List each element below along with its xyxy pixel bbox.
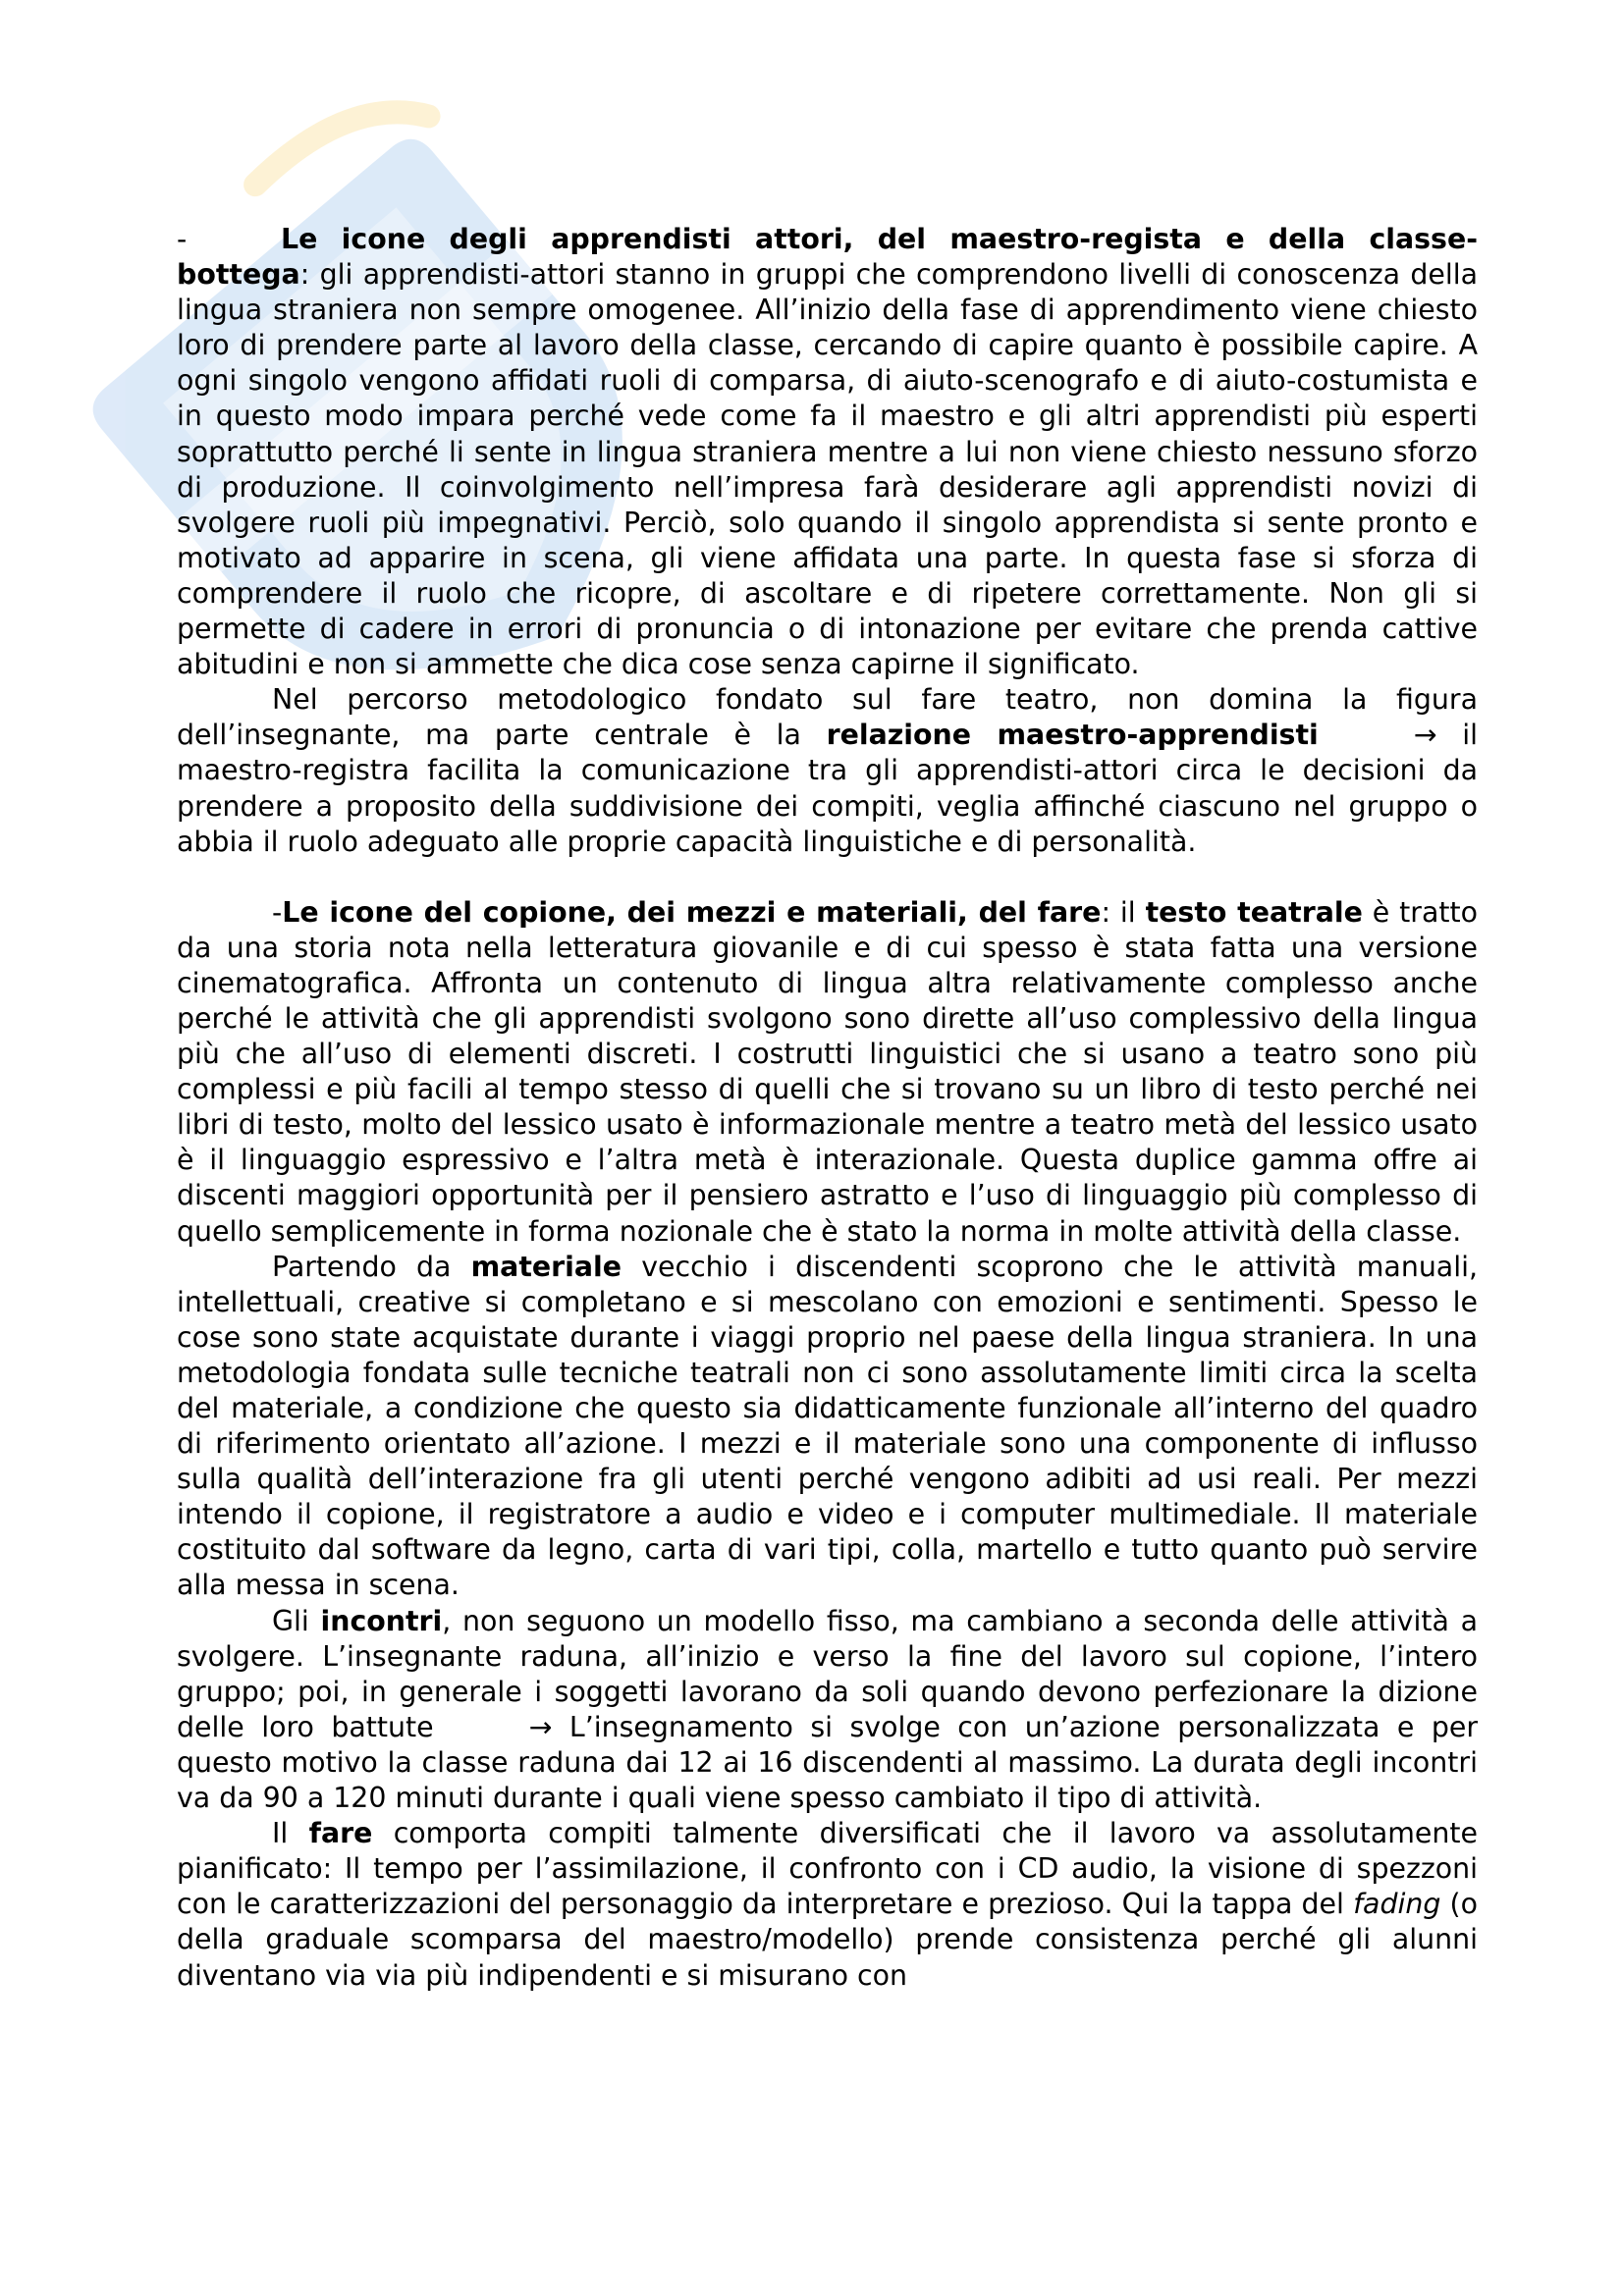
arrow-icon: →: [1413, 719, 1437, 752]
bold-materiale: materiale: [470, 1250, 622, 1283]
paragraph-copione-text: è tratto da una storia nota nella letteratura giovanile e di cui spesso è stata fatta una versione cinematografica. Affronta un contenuto di lingua altra relativamente complesso anche perché le attività che gli apprendisti svolgono sono dirette all’uso complessivo della lingua più che all’uso di elementi discreti. I costrutti linguistici che si usano a teatro sono più complessi e più facili al tempo stesso di quelli che si trovano su un libro di testo perché nei libri di testo, molto del lessico usato è informazionale mentre a teatro metà del lessico usato è il linguaggio espressivo e l’altra metà è interazionale. Questa duplice gamma offre ai discenti maggiori opportunità per il pensiero astratto e l’uso di linguaggio più complesso di quello semplicemente in forma nozionale che è stato la norma in molte attività della classe.: [177, 895, 1478, 1248]
list-dash: -: [272, 895, 283, 929]
paragraph-apprendisti-text: : gli apprendisti-attori stanno in gruppi che comprendono livelli di conoscenza della lingua straniera non sempre omogenee. All’inizio della fase di apprendimento viene chiesto loro di prendere parte al lavoro della classe, cercando di capire quanto è possibile capire. A ogni singolo vengono affidati ruoli di comparsa, di aiuto-scenografo e di aiuto-costumista e in questo modo impara perché vede come fa il maestro e gli altri apprendisti più esperti soprattutto perché li sente in lingua straniera mentre a lui non viene chiesto nessuno sforzo di produzione. Il coinvolgimento nell’impresa farà desiderare agli apprendisti novizi di svolgere ruoli più impegnativi. Perciò, solo quando il singolo apprendista si sente pronto e motivato ad apparire in scena, gli viene affidata una parte. In questa fase si sforza di comprendere il ruolo che ricopre, di ascoltare e di ripetere correttamente. Non gli si permette di cadere in errori di pronuncia o di intonazione per evitare che prenda cattive abitudini e non si ammette che dica cose senza capirne il significato.: [177, 258, 1478, 681]
paragraph-copione: [177, 895, 1478, 1250]
bold-testo-teatrale: testo teatrale: [1145, 895, 1363, 929]
bold-fare: fare: [308, 1817, 373, 1850]
paragraph-relazione-after: il maestro-registra facilita la comunicazione tra gli apprendisti-attori circa le decisioni da prendere a proposito della suddivisione dei compiti, veglia affinché ciascuno nel gruppo o abbia il ruolo adeguato alle proprie capacità linguistiche e di personalità.: [177, 719, 1479, 858]
watermark-swoosh-shape: [254, 79, 428, 230]
paragraph-incontri-after1: , non seguono un modello fisso, ma cambiano a seconda delle attività a svolgere. L’insegnante raduna, all’inizio e verso la fine del lavoro sul copione, l’intero gruppo; poi, in generale i soggetti lavorano da soli quando devono perfezionare la dizione delle loro battute: [177, 1604, 1478, 1743]
paragraph-materiale-after: vecchio i discendenti scoprono che le attività manuali, intellettuali, creative si completano e si mescolano con emozioni e sentimenti. Spesso le cose sono state acquistate durante i viaggi proprio nel paese della lingua straniera. In una metodologia fondata sulle tecniche teatrali non ci sono assolutamente limiti circa la scelta del materiale, a condizione che questo sia didatticamente funzionale all’interno del quadro di riferimento orientato all’azione. I mezzi e il materiale sono una componente di influsso sulla qualità dell’interazione fra gli utenti perché vengono adibiti ad usi reali. Per mezzi intendo il copione, il registratore a audio e video e i computer multimediale. Il materiale costituito dal software da legno, carta di vari tipi, colla, martello e tutto quanto può servire alla messa in scena.: [177, 1250, 1479, 1602]
heading-copione: Le icone del copione, dei mezzi e materiali, del fare: [282, 895, 1102, 929]
bold-incontri: incontri: [320, 1604, 443, 1637]
paragraph-copione-mid: : il: [1101, 895, 1136, 929]
paragraph-materiale-before: Partendo da: [272, 1250, 452, 1283]
paragraph-fare-after2: (o della graduale scomparsa del maestro/modello) prende consistenza perché gli alunni diventano via via più indipendenti e si misurano con: [177, 1888, 1478, 1992]
paragraph-fare-before: Il: [272, 1817, 289, 1850]
document-body: [177, 222, 1478, 1994]
paragraph-fare: [177, 1816, 1478, 1993]
paragraph-incontri-after2: L’insegnamento si svolge con un’azione personalizzata e per questo motivo la classe raduna dai 12 ai 16 discendenti al massimo. La durata degli incontri va da 90 a 120 minuti durante i quali viene spesso cambiato il tipo di attività.: [177, 1710, 1478, 1815]
italic-fading: fading: [1353, 1888, 1441, 1921]
list-dash: -: [177, 223, 188, 255]
heading-apprendisti: Le icone degli apprendisti attori, del maestro-regista e della classe-bottega: [177, 223, 1478, 292]
bold-relazione: relazione maestro-apprendisti: [826, 719, 1319, 752]
paragraph-apprendisti: [177, 222, 1478, 682]
paragraph-materiale: [177, 1250, 1478, 1604]
arrow-icon: →: [528, 1710, 553, 1743]
paragraph-incontri: [177, 1604, 1478, 1817]
paragraph-incontri-before: Gli: [272, 1604, 309, 1637]
paragraph-relazione-before: Nel percorso metodologico fondato sul fare teatro, non domina la figura dell’insegnante, ma parte centrale è la: [177, 683, 1478, 752]
paragraph-relazione: [177, 682, 1478, 859]
paragraph-fare-after1: comporta compiti talmente diversificati che il lavoro va assolutamente pianificato: Il tempo per l’assimilazione, il confronto con i CD audio, la visione di spezzoni con le caratterizzazioni del personaggio da interpretare e prezioso. Qui la tappa del: [177, 1817, 1478, 1921]
